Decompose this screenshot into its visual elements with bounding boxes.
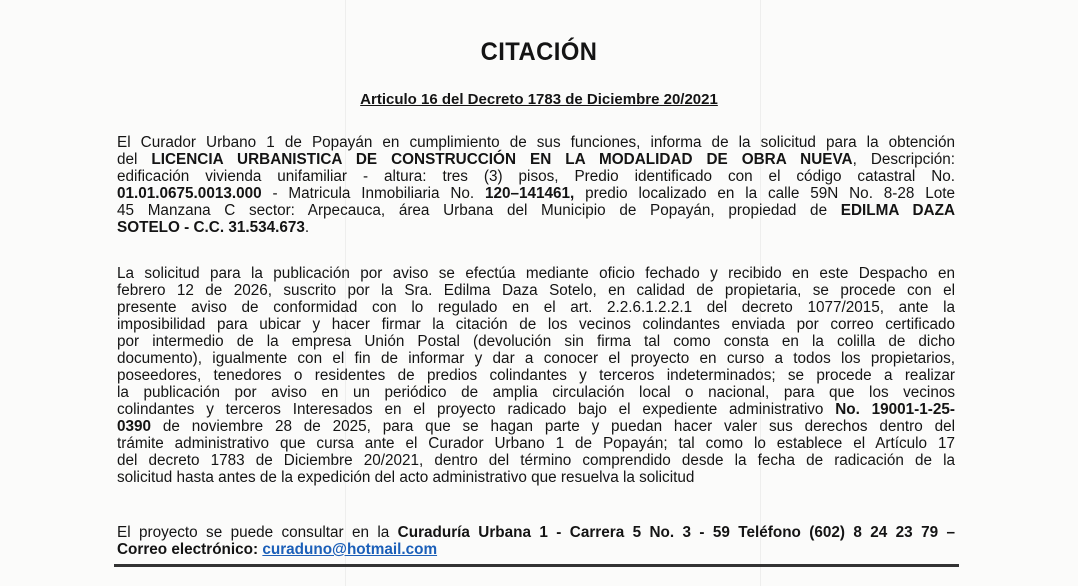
text-line — [117, 418, 955, 435]
text-line — [117, 333, 955, 350]
text-run: 45 Manzana C sector: Arpecauca, área Urbana del Municipio de Popayán, propiedad de — [117, 202, 841, 219]
document-subtitle: Articulo 16 del Decreto 1783 de Diciembre 20/2021 — [360, 91, 718, 108]
text-run: de noviembre 28 de 2025, para que se hagan parte y puedan hacer valer sus derechos dentro del — [151, 418, 955, 435]
bold-text: No. 19001-1-25- — [835, 401, 955, 418]
bold-text: 120–141461, — [484, 185, 575, 202]
text-run: La solicitud para la publicación por aviso se efectúa mediante oficio fechado y recibido en este Despacho en — [117, 265, 955, 282]
email-line — [117, 541, 955, 558]
bold-text: LICENCIA URBANISTICA DE CONSTRUCCIÓN EN LA MODALIDAD DE OBRA NUEVA — [151, 151, 853, 168]
text-line — [117, 151, 955, 168]
text-run: la publicación por aviso en un periódico de amplia circulación local o nacional, para que los vecinos — [117, 384, 955, 401]
text-line — [117, 219, 955, 236]
email-label: Correo electrónico: — [117, 541, 263, 558]
text-run: solicitud hasta antes de la expedición del acto administrativo que resuelva la solicitud — [117, 469, 695, 486]
text-line — [117, 316, 955, 333]
text-run: del decreto 1783 de Diciembre 20/2021, dentro del término comprendido desde la fecha de radicación de la — [117, 452, 955, 469]
text-run: El Curador Urbano 1 de Popayán en cumplimiento de sus funciones, informa de la solicitud para la obtención — [117, 134, 955, 151]
text-run: predio localizado en la calle 59N No. 8-28 Lote — [574, 185, 955, 202]
text-run: poseedores, tenedores o residentes de predios colindantes y terceros indeterminados; se procede a realizar — [117, 367, 955, 384]
text-run: trámite administrativo que cursa ante el Curador Urbano 1 de Popayán; tal como lo establece el Artículo 17 — [117, 435, 955, 452]
text-line — [117, 350, 955, 367]
text-line — [117, 282, 955, 299]
bottom-rule — [114, 564, 959, 567]
text-run: del — [117, 151, 152, 168]
text-line — [117, 435, 955, 452]
text-line — [117, 202, 955, 219]
text-line — [117, 452, 955, 469]
email-link[interactable]: curaduno@hotmail.com — [262, 541, 438, 558]
paragraph-publication-notice — [117, 265, 955, 486]
text-run: edificación vivienda unifamiliar - altura: tres (3) pisos, Predio identificado con el código catastral No. — [117, 168, 955, 185]
contact-line — [117, 524, 955, 541]
text-run: febrero 12 de 2026, suscrito por la Sra. Edilma Daza Sotelo, en calidad de propietaria, se procede con el — [117, 282, 955, 299]
text-run: . — [304, 219, 310, 236]
text-line — [117, 265, 955, 282]
text-run: colindantes y terceros Interesados en el proyecto radicado bajo el expediente administrativo — [117, 401, 836, 418]
text-line — [117, 185, 955, 202]
contact-intro: El proyecto se puede consultar en la — [117, 524, 398, 541]
contact-address-phone: Curaduría Urbana 1 - Carrera 5 No. 3 - 59 Teléfono (602) 8 24 23 79 – — [397, 524, 955, 541]
paragraph-license-request — [117, 134, 955, 236]
bold-text: 0390 — [117, 418, 152, 435]
paragraph-contact — [117, 524, 955, 558]
text-line — [117, 168, 955, 185]
text-run: documento), igualmente con el fin de informar y dar a conocer el proyecto en curso a todos los propietarios, — [117, 350, 955, 367]
text-line — [117, 384, 955, 401]
text-run: presente aviso de conformidad con lo regulado en el art. 2.2.6.1.2.2.1 del decreto 1077/2015, ante la — [117, 299, 955, 316]
text-run: - Matricula Inmobiliaria No. — [261, 185, 485, 202]
text-line — [117, 299, 955, 316]
bold-text: 01.01.0675.0013.000 — [117, 185, 262, 202]
text-line — [117, 469, 955, 486]
text-run: , Descripción: — [852, 151, 955, 168]
document-title: CITACIÓN — [480, 38, 598, 66]
text-line — [117, 367, 955, 384]
text-line — [117, 401, 955, 418]
text-run: por intermedio de la empresa Unión Postal (devolución sin firma tal como consta en la colilla de dicho — [117, 333, 955, 350]
text-line — [117, 134, 955, 151]
bold-text: SOTELO - C.C. 31.534.673 — [117, 219, 305, 236]
bold-text: EDILMA DAZA — [840, 202, 955, 219]
text-run: imposibilidad para ubicar y hacer firmar la citación de los vecinos colindantes enviada por correo certificado — [117, 316, 955, 333]
